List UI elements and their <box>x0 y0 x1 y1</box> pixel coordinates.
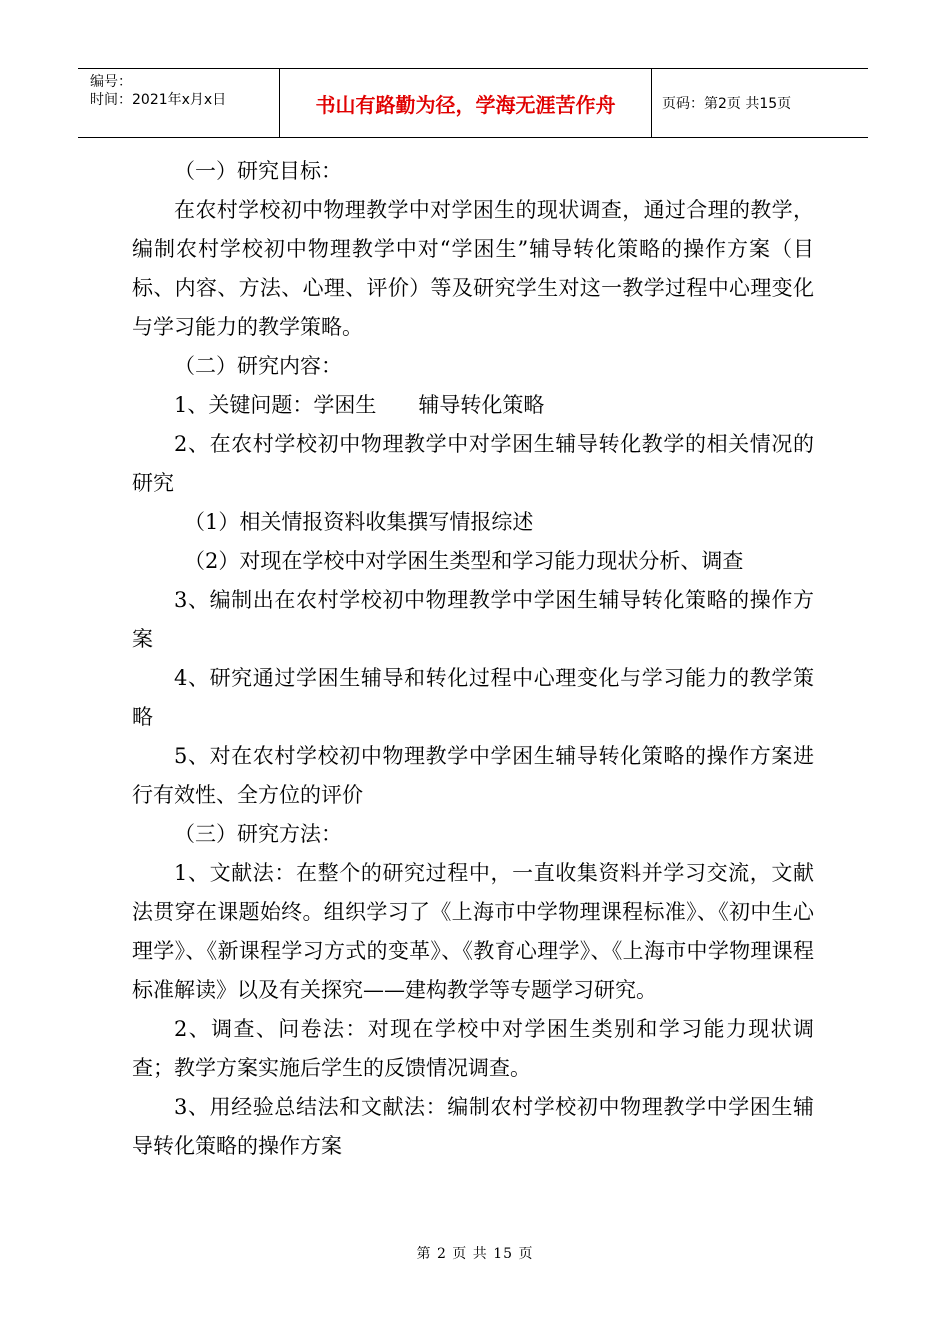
method-item-2: 2、调查、问卷法：对现在学校中对学困生类别和学习能力现状调查；教学方案实施后学生的反馈情况调查。 <box>132 1017 814 1080</box>
content-item-2: 2、在农村学校初中物理教学中对学困生辅导转化教学的相关情况的研究 <box>132 432 814 495</box>
header-meta <box>78 69 279 137</box>
content-item-5: 5、对在农村学校初中物理教学中学困生辅导转化策略的操作方案进行有效性、全方位的评价 <box>132 744 814 807</box>
paragraph-goals: 在农村学校初中物理教学中对学困生的现状调查，通过合理的教学，编制农村学校初中物理教学中对“学困生”辅导转化策略的操作方案（目标、内容、方法、心理、评价）等及研究学生对这一教学过程中心理变化与学习能力的教学策略。 <box>132 198 814 339</box>
content-item-3: 3、编制出在农村学校初中物理教学中学困生辅导转化策略的操作方案 <box>132 588 814 651</box>
method-item-1: 1、文献法：在整个的研究过程中，一直收集资料并学习交流，文献法贯穿在课题始终。组织学习了《上海市中学物理课程标准》、《初中生心理学》、《新课程学习方式的变革》、《教育心理学》、《上海市中学物理课程标准解读》以及有关探究——建构教学等专题学习研究。 <box>132 861 814 1002</box>
document-body <box>132 152 814 1166</box>
header-page-info: 页码：第2页 共15页 <box>662 96 792 112</box>
document-number-label: 编号： <box>90 74 132 90</box>
content-subitem-1: （1）相关情报资料收集撰写情报综述 <box>184 510 534 534</box>
section-heading-goals: （一）研究目标： <box>174 159 342 183</box>
content-subitem-2: （2）对现在学校中对学困生类型和学习能力现状分析、调查 <box>184 549 744 573</box>
method-item-3: 3、用经验总结法和文献法：编制农村学校初中物理教学中学困生辅导转化策略的操作方案 <box>132 1095 814 1158</box>
header-motto: 书山有路勤为径，学海无涯苦作舟 <box>279 69 652 137</box>
page-footer: 第 2 页 共 15 页 <box>416 1246 534 1262</box>
content-item-1: 1、关键问题：学困生 辅导转化策略 <box>174 393 545 417</box>
section-heading-methods: （三）研究方法： <box>174 822 342 846</box>
section-heading-content: （二）研究内容： <box>174 354 342 378</box>
page-header <box>78 68 868 138</box>
document-time-label: 时间：2021年x月x日 <box>90 92 227 108</box>
content-item-4: 4、研究通过学困生辅导和转化过程中心理变化与学习能力的教学策略 <box>132 666 814 729</box>
